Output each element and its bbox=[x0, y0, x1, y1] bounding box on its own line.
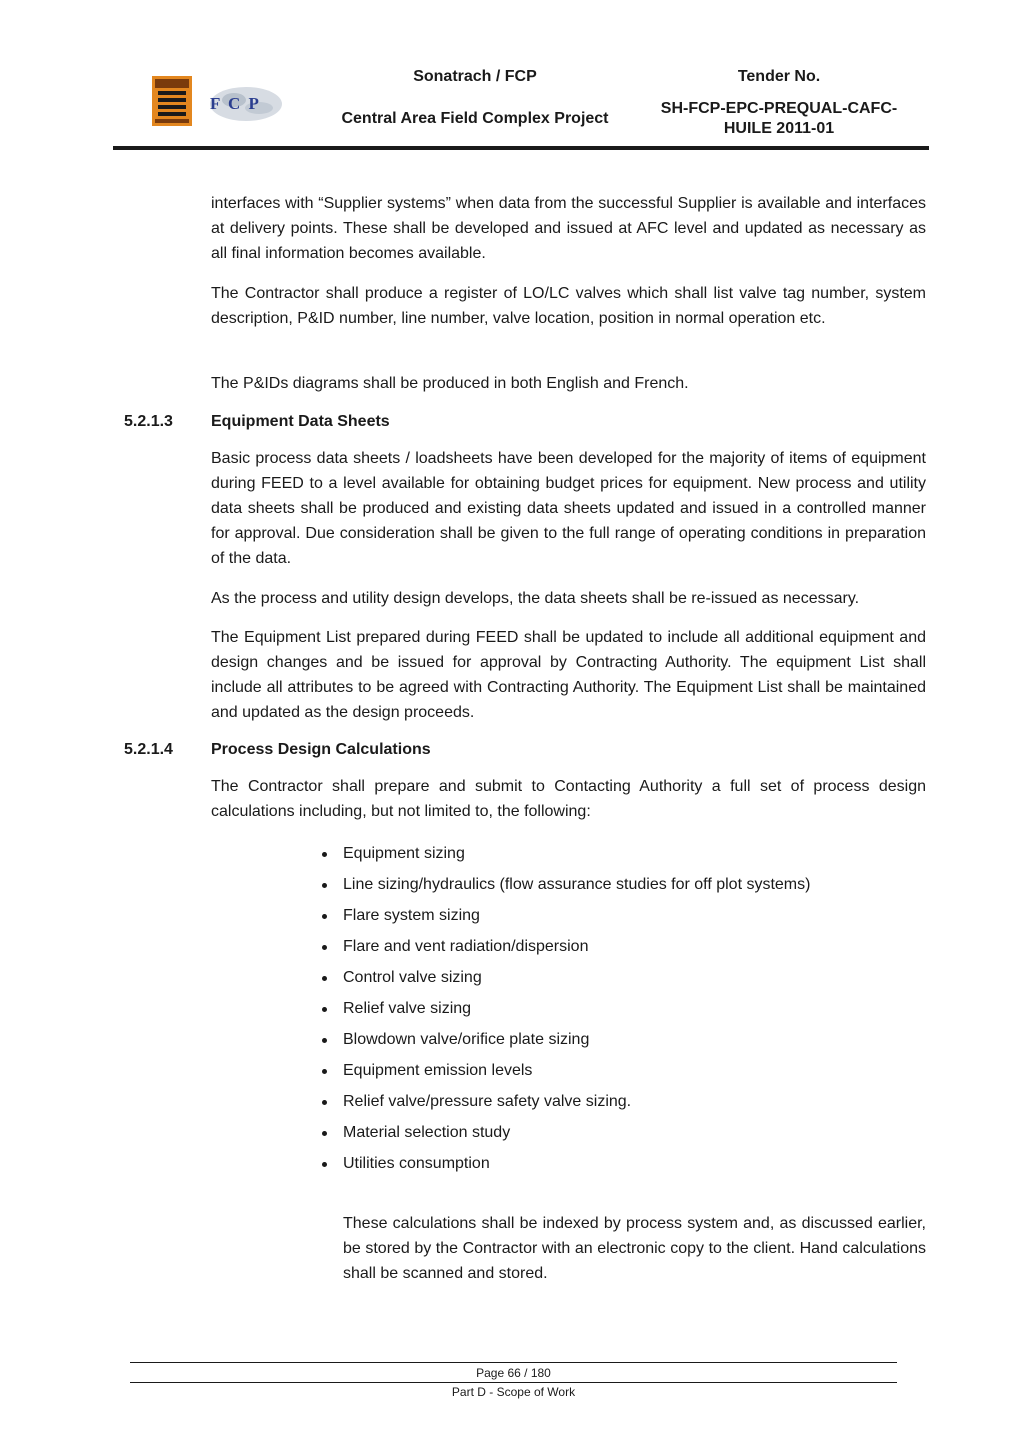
header-org: Sonatrach / FCP bbox=[413, 68, 537, 85]
fcp-logo bbox=[204, 84, 284, 124]
list-item: Equipment sizing bbox=[310, 840, 810, 871]
calculation-list bbox=[310, 840, 810, 1181]
list-item: Relief valve/pressure safety valve sizing. bbox=[310, 1088, 810, 1119]
sonatrach-logo bbox=[152, 76, 192, 126]
paragraph-lolc-register: The Contractor shall produce a register of LO/LC valves which shall list valve tag number, system description, P&ID number, line number, valve location, position in normal operation etc. bbox=[211, 285, 926, 327]
list-item: Flare system sizing bbox=[310, 902, 810, 933]
header-tender-number-line1: SH-FCP-EPC-PREQUAL-CAFC- bbox=[660, 100, 898, 117]
fcp-logo-text: F C P bbox=[210, 94, 261, 113]
paragraph-equipment-list: The Equipment List prepared during FEED shall be updated to include all additional equipment and design changes and be issued for approval by Contracting Authority. The equipment List shall include all attributes to be agreed with Contracting Authority. The Equipment List shall be maintained and updated as the design proceeds. bbox=[211, 629, 926, 721]
list-item: Material selection study bbox=[310, 1119, 810, 1150]
list-item: Control valve sizing bbox=[310, 964, 810, 995]
section-title-process-design-calculations: Process Design Calculations bbox=[211, 741, 431, 758]
paragraph-calculations-storage: These calculations shall be indexed by process system and, as discussed earlier, be stored by the Contractor with an electronic copy to the client. Hand calculations shall be scanned and stored. bbox=[343, 1215, 926, 1282]
section-number-5-2-1-3: 5.2.1.3 bbox=[124, 413, 173, 430]
list-item: Relief valve sizing bbox=[310, 995, 810, 1026]
header-tender-number-line2: HUILE 2011-01 bbox=[723, 120, 835, 137]
paragraph-calculations-intro: The Contractor shall prepare and submit to Contacting Authority a full set of process design calculations including, but not limited to, the following: bbox=[211, 778, 926, 820]
footer-page-number: Page 66 / 180 bbox=[476, 1366, 551, 1380]
list-item: Equipment emission levels bbox=[310, 1057, 810, 1088]
paragraph-pid-languages: The P&IDs diagrams shall be produced in both English and French. bbox=[211, 375, 689, 392]
header-project: Central Area Field Complex Project bbox=[341, 110, 609, 127]
header-rule bbox=[113, 146, 929, 150]
footer-part-label: Part D - Scope of Work bbox=[451, 1385, 576, 1399]
list-item: Line sizing/hydraulics (flow assurance studies for off plot systems) bbox=[310, 871, 810, 902]
paragraph-reissue: As the process and utility design develops, the data sheets shall be re-issued as necessary. bbox=[211, 590, 860, 607]
paragraph-data-sheets: Basic process data sheets / loadsheets have been developed for the majority of items of equipment during FEED to a level available for obtaining budget prices for equipment. New process and utility data sheets shall be produced and existing data sheets updated and issued in a controlled manner for approval. Due consideration shall be given to the full range of operating conditions in preparation of the data. bbox=[211, 450, 926, 567]
footer-rule-bottom bbox=[130, 1382, 897, 1383]
section-number-5-2-1-4: 5.2.1.4 bbox=[124, 741, 173, 758]
header-tender-label: Tender No. bbox=[737, 68, 821, 85]
paragraph-supplier-interfaces: interfaces with “Supplier systems” when data from the successful Supplier is available and interfaces at delivery points. These shall be developed and issued at AFC level and updated as necessary as all final information becomes available. bbox=[211, 195, 926, 262]
list-item: Flare and vent radiation/dispersion bbox=[310, 933, 810, 964]
list-item: Blowdown valve/orifice plate sizing bbox=[310, 1026, 810, 1057]
list-item: Utilities consumption bbox=[310, 1150, 810, 1181]
footer-rule-top bbox=[130, 1362, 897, 1363]
section-title-equipment-data-sheets: Equipment Data Sheets bbox=[211, 413, 390, 430]
